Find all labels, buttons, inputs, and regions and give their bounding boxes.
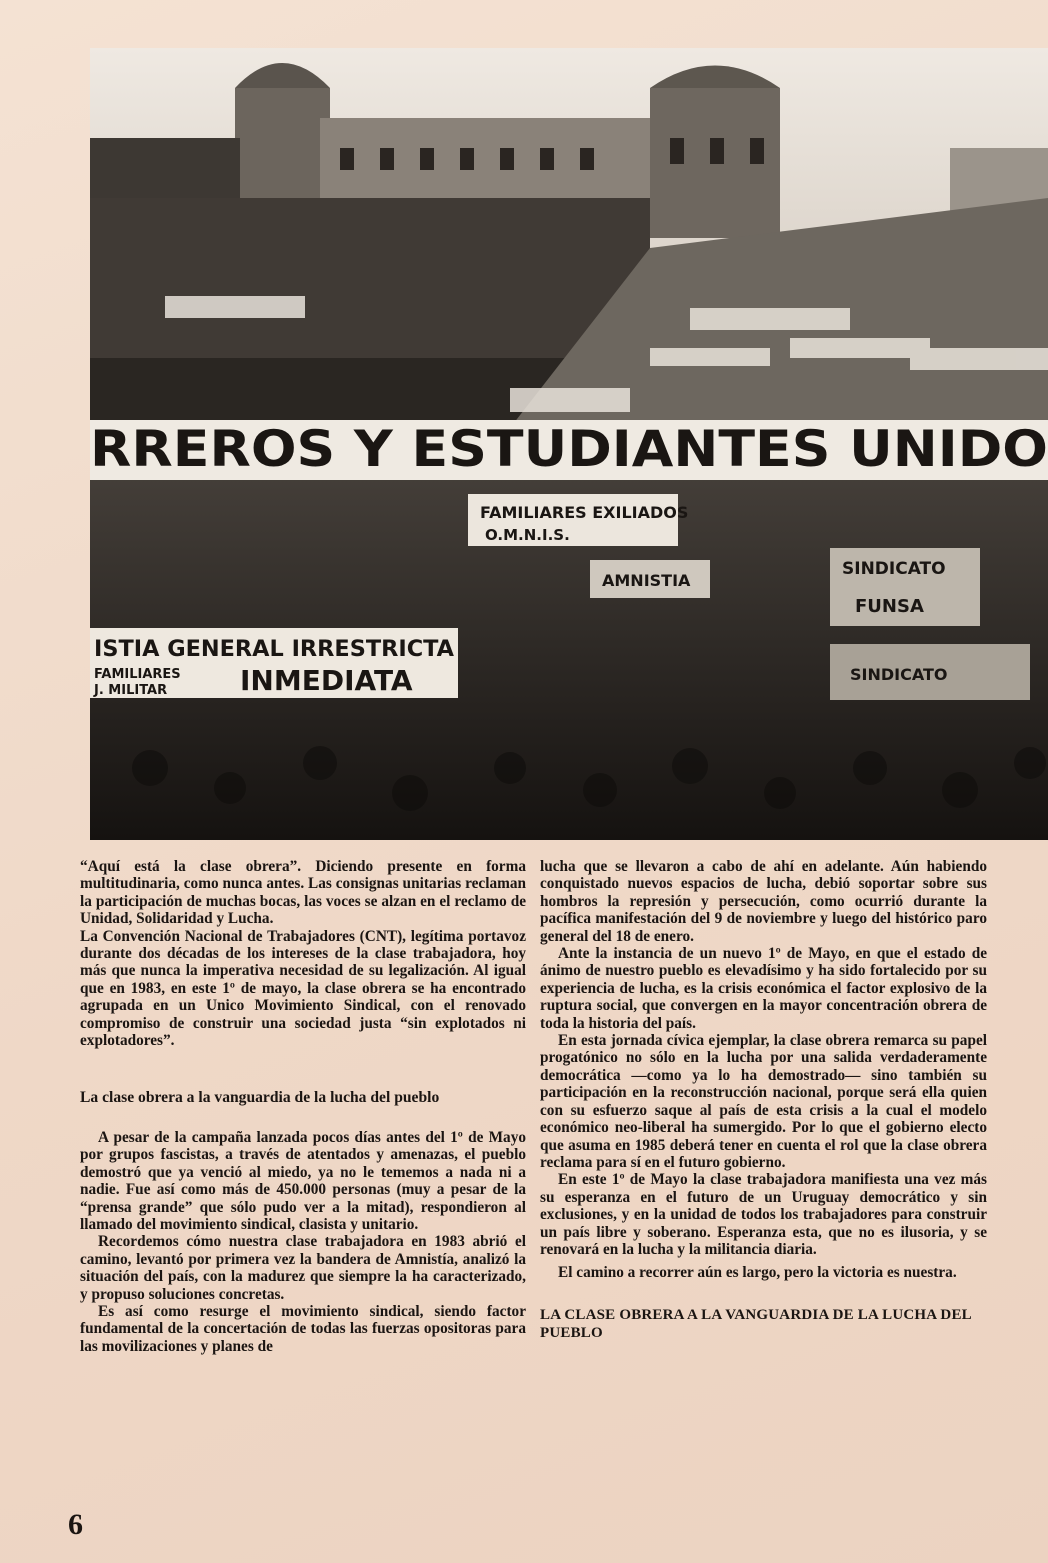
right-paragraph-3: En este 1º de Mayo la clase trabajadora manifiesta una vez más su esperanza en el futuro de un Uruguay democrático y sin exclusiones, y en la unidad de todos los trabajadores para construir un país libre y soberano. Esperanza esta, que no es ilusoria, y se renovará en la lucha y la militancia diaria. <box>540 1171 987 1258</box>
right-column <box>540 858 987 1342</box>
banner-familiares-text: FAMILIARES <box>94 667 181 682</box>
banner-main-text: RREROS Y ESTUDIANTES UNIDO <box>90 420 1048 478</box>
left-paragraph-3: Es así como resurge el movimiento sindical, siendo factor fundamental de la concertación de todas las fuerzas opositoras para las movilizaciones y planes de <box>80 1302 526 1355</box>
cnt-paragraph: La Convención Nacional de Trabajadores (CNT), legítima portavoz durante dos décadas de los intereses de la clase trabajadora, hoy más que nunca la imperativa necesidad de su legalización. Al igual que en 1983, en este 1º de mayo, la clase obrera se ha encontrado agrupada en un Unico Movimiento Sindical, con el renovado compromiso de construir una sociedad justa “sin explotados ni explotadores”. <box>80 927 526 1050</box>
banner-inmediata-text: INMEDIATA <box>240 664 413 697</box>
left-paragraph-1: A pesar de la campaña lanzada pocos días antes del 1º de Mayo por grupos fascistas, a través de atentados y amenazas, el pueblo demostró que ya venció al miedo, ya no le tememos a nada ni a nadie. Fue así como más de 450.000 personas (muy a pesar de la “prensa grande” que sólo pudo ver a la mitad), respondieron al llamado del movimiento sindical, clasista y unitario. <box>80 1128 526 1233</box>
banner-sindicato-text: SINDICATO <box>842 559 946 579</box>
closing-heading: LA CLASE OBRERA A LA VANGUARDIA DE LA LUCHA DEL PUEBLO <box>540 1306 972 1341</box>
left-column <box>80 858 526 1355</box>
page-number: 6 <box>68 1508 83 1541</box>
banner-sindicato-2-text: SINDICATO <box>850 665 948 684</box>
intro-paragraph: “Aquí está la clase obrera”. Diciendo presente en forma multitudinaria, como nunca antes. Las consignas unitarias reclaman la participación de muchas bocas, las voces se alzan en el reclamo de Unidad, Solidaridad y Lucha. <box>80 858 526 928</box>
banner-amnistia-small-text: AMNISTIA <box>602 571 691 590</box>
photo-illustration <box>90 48 1048 840</box>
section-subheading: La clase obrera a la vanguardia de la lucha del pueblo <box>80 1089 440 1107</box>
banner-omnis-text: O.M.N.I.S. <box>485 526 570 544</box>
right-paragraph-4: El camino a recorrer aún es largo, pero la victoria es nuestra. <box>558 1264 957 1282</box>
right-paragraph-2: En esta jornada cívica ejemplar, la clase obrera remarca su papel progatónico no sólo en la lucha por una salida verdaderamente democrática —como ya lo ha demostrado— sino también su participación en la reconstrucción nacional, porque será ella quien con su esfuerzo saque al país de esta crisis a la cual el modelo económico neo-liberal ha sumergido. Por lo que el gobierno electo que asuma en 1985 deberá tener en cuenta el rol que la clase obrera reclama para sí en el futuro gobierno. <box>540 1032 987 1171</box>
demonstration-photo <box>90 48 1048 840</box>
right-paragraph-0: lucha que se llevaron a cabo de ahí en adelante. Aún habiendo conquistado nuevos espacios de lucha, debió soportar sobre sus hombros la represión y persecución, como ocurrió durante la pacífica manifestación del 9 de noviembre y luego del histórico paro general del 18 de enero. <box>540 858 987 945</box>
banner-amnistia-text: ISTIA GENERAL IRRESTRICTA <box>94 637 454 662</box>
banner-funsa-text: FUNSA <box>855 596 924 617</box>
right-paragraph-1: Ante la instancia de un nuevo 1º de Mayo, en que el estado de ánimo de nuestro pueblo es elevadísimo y ha sido fortalecido por su experiencia de lucha, es la crisis económica el factor explosivo de la ruptura social, que convergen en la mayor concentración obrera de toda la historia del país. <box>540 945 987 1032</box>
banner-familiares-exiliados-text: FAMILIARES EXILIADOS <box>480 503 689 522</box>
banner-j-militar-text: J. MILITAR <box>94 683 168 698</box>
left-paragraph-2: Recordemos cómo nuestra clase trabajadora en 1983 abrió el camino, levantó por primera vez la bandera de Amnistía, analizó la situación del país, con la madurez que siempre la ha caracterizado, y propuso soluciones concretas. <box>80 1233 526 1303</box>
